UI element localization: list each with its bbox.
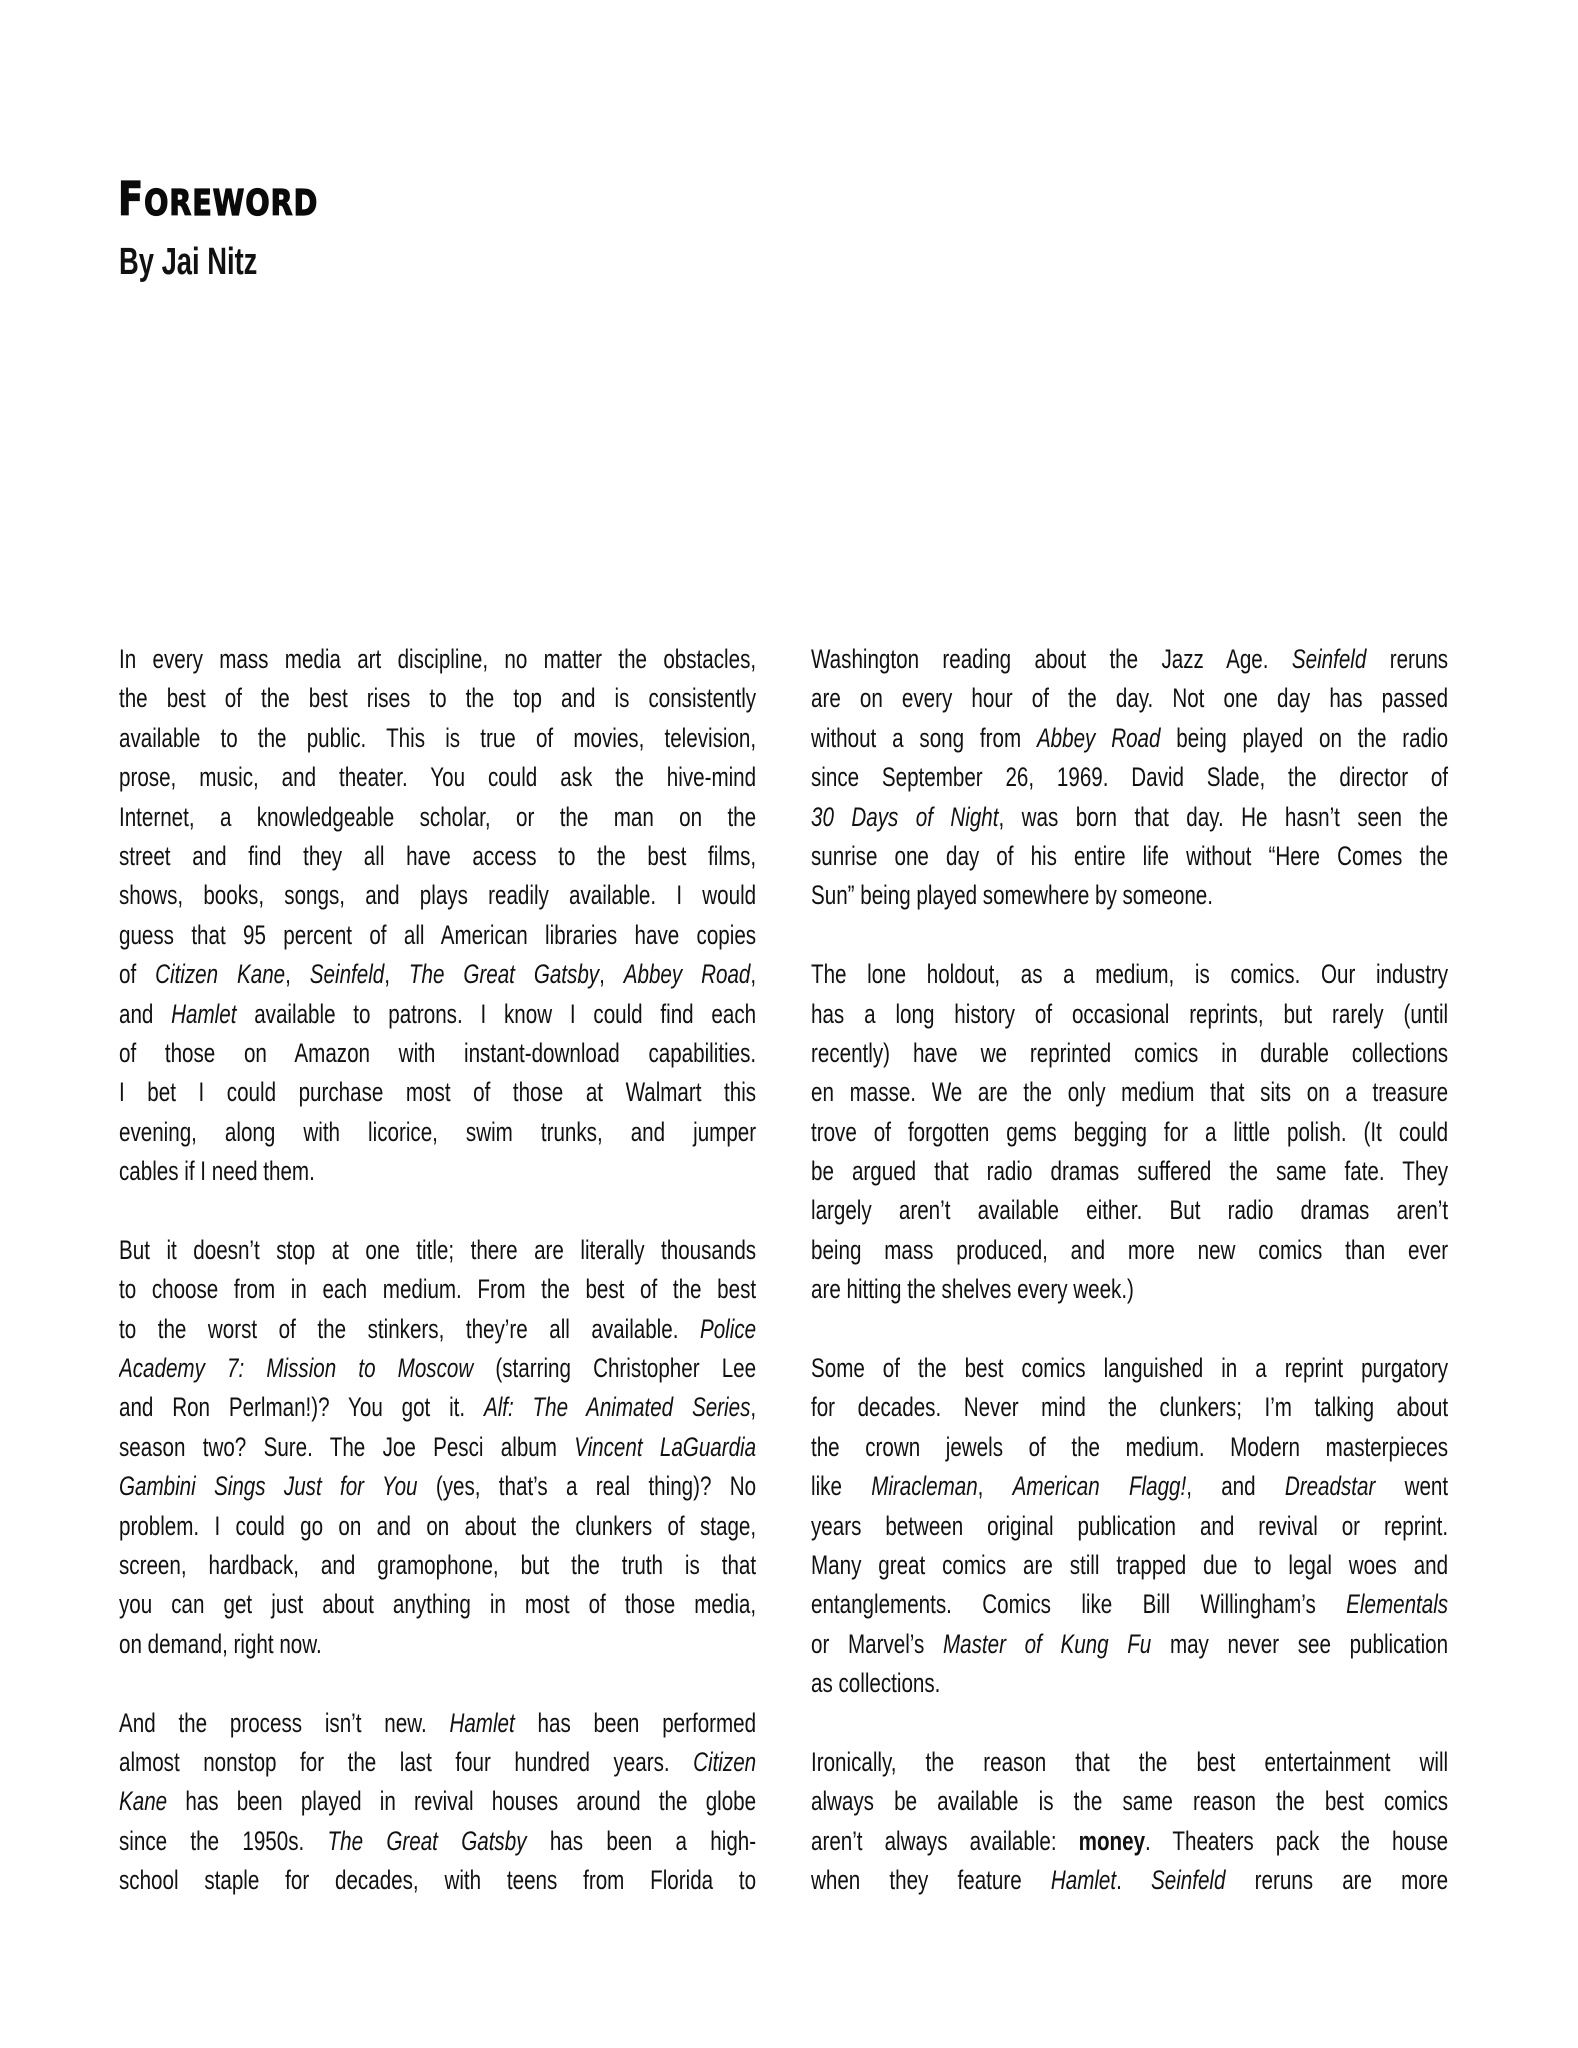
- body-paragraph: [811, 1349, 1448, 1704]
- text-line-content: [811, 1270, 1448, 1309]
- text-line: [119, 1388, 756, 1427]
- italic-title-text: Miracleman: [871, 1471, 978, 1502]
- text-line: [119, 837, 756, 876]
- text-line: [811, 1073, 1448, 1112]
- text-line-content: [811, 798, 1448, 837]
- text-segment: season two? Sure. The Joe Pesci album: [119, 1431, 575, 1462]
- text-segment: available to patrons. I know I could find each: [236, 998, 757, 1029]
- text-line-content: [811, 837, 1448, 876]
- text-segment: are on every hour of the day. Not one day has passed: [811, 683, 1449, 714]
- text-line-content: [811, 1428, 1448, 1467]
- text-line-content: [119, 1743, 756, 1782]
- text-line-content: [811, 719, 1448, 758]
- text-segment: (yes, that’s a real thing)? No: [417, 1471, 757, 1502]
- text-line-content: [119, 995, 756, 1034]
- text-segment: be argued that radio dramas suffered the same fate. They: [811, 1156, 1449, 1187]
- text-line: [811, 1664, 1448, 1703]
- page-title: [118, 174, 318, 229]
- text-line-content: [119, 1782, 756, 1821]
- text-segment: But it doesn’t stop at one title; there are literally thousands: [119, 1234, 757, 1265]
- text-segment: of: [119, 959, 156, 990]
- text-segment: almost nonstop for the last four hundred years.: [119, 1746, 694, 1777]
- text-line: [119, 1428, 756, 1467]
- text-segment: being mass produced, and more new comics than ever: [811, 1234, 1449, 1265]
- text-line: [811, 1349, 1448, 1388]
- text-line-content: [811, 1073, 1448, 1112]
- text-line-content: [119, 1625, 756, 1664]
- text-line: [119, 1822, 756, 1861]
- text-segment: on demand, right now.: [119, 1628, 322, 1659]
- text-segment: available to the public. This is true of movies, television,: [119, 722, 757, 753]
- text-segment: , and: [1186, 1471, 1285, 1502]
- text-line: [119, 798, 756, 837]
- italic-title-text: Seinfeld: [1151, 1865, 1226, 1896]
- page-title-initial: F: [118, 172, 144, 226]
- text-line: [811, 1428, 1448, 1467]
- text-line: [119, 758, 756, 797]
- text-segment: ,: [750, 959, 757, 990]
- text-line: [119, 1310, 756, 1349]
- text-line: [811, 679, 1448, 718]
- text-line-content: [119, 916, 756, 955]
- text-line-content: [119, 876, 756, 915]
- text-line-content: [811, 640, 1448, 679]
- text-line-content: [811, 995, 1448, 1034]
- text-line: [119, 1113, 756, 1152]
- text-line: [119, 640, 756, 679]
- text-line-content: [119, 1034, 756, 1073]
- text-segment: Many great comics are still trapped due to legal woes and: [811, 1549, 1449, 1580]
- text-segment: Some of the best comics languished in a reprint purgatory: [811, 1353, 1449, 1384]
- text-line-content: [119, 1704, 756, 1743]
- body-paragraph: [119, 1704, 756, 1901]
- text-line-content: [119, 1270, 756, 1309]
- text-segment: went: [1375, 1471, 1449, 1502]
- text-segment: as collections.: [811, 1668, 941, 1699]
- text-line-content: [119, 1467, 756, 1506]
- text-line: [811, 837, 1448, 876]
- text-segment: since the 1950s.: [119, 1825, 328, 1856]
- text-line: [811, 1034, 1448, 1073]
- italic-title-text: Hamlet: [1050, 1865, 1117, 1896]
- text-line-content: [811, 1034, 1448, 1073]
- text-line: [119, 1231, 756, 1270]
- text-line-content: [119, 798, 756, 837]
- text-line-content: [811, 1507, 1448, 1546]
- text-line: [811, 1782, 1448, 1821]
- text-segment: to the worst of the stinkers, they’re all available.: [119, 1313, 700, 1344]
- text-segment: trove of forgotten gems begging for a little polish. (It could: [811, 1116, 1449, 1147]
- text-segment: In every mass media art discipline, no matter the obstacles,: [119, 644, 757, 674]
- italic-title-text: Kane: [119, 1786, 168, 1817]
- text-segment: the best of the best rises to the top and is consistently: [119, 683, 757, 714]
- text-segment: aren’t always available:: [811, 1825, 1079, 1856]
- text-segment: (starring Christopher Lee: [473, 1353, 757, 1384]
- text-line-content: [811, 1113, 1448, 1152]
- italic-title-text: Abbey Road: [623, 959, 751, 990]
- text-line-content: [811, 1467, 1448, 1506]
- text-segment: Sun” being played somewhere by someone.: [811, 880, 1213, 911]
- text-line: [811, 798, 1448, 837]
- italic-title-text: Vincent LaGuardia: [574, 1431, 757, 1462]
- text-line-content: [119, 1585, 756, 1624]
- text-line-content: [119, 955, 756, 994]
- text-line-content: [119, 1861, 756, 1900]
- body-column-left: [119, 640, 756, 1901]
- text-line-content: [811, 1664, 1448, 1703]
- text-segment: years between original publication and revival or reprint.: [811, 1510, 1449, 1541]
- text-line-content: [811, 758, 1448, 797]
- text-segment: And the process isn’t new.: [119, 1707, 450, 1738]
- text-segment: reruns are more: [1225, 1865, 1449, 1896]
- text-segment: ,: [384, 959, 409, 990]
- text-segment: may never see publication: [1151, 1628, 1449, 1659]
- text-segment: , was born that day. He hasn’t seen the: [998, 801, 1449, 832]
- italic-title-text: Citizen Kane: [155, 959, 286, 990]
- text-segment: and: [119, 998, 172, 1029]
- text-line: [119, 1585, 756, 1624]
- body-paragraph: [811, 1743, 1448, 1901]
- text-line-content: [811, 1822, 1448, 1861]
- text-segment: . Theaters pack the house: [1145, 1825, 1449, 1856]
- text-line-content: [119, 1546, 756, 1585]
- text-line-content: [119, 837, 756, 876]
- text-segment: The lone holdout, as a medium, is comics. Our industry: [811, 959, 1449, 990]
- text-line-content: [811, 1388, 1448, 1427]
- text-segment: evening, along with licorice, swim trunks, and jumper: [119, 1116, 757, 1147]
- text-line-content: [811, 1191, 1448, 1230]
- text-segment: Ironically, the reason that the best entertainment will: [811, 1746, 1449, 1777]
- text-line: [119, 1743, 756, 1782]
- text-line-content: [811, 1743, 1448, 1782]
- body-paragraph: [119, 640, 756, 1191]
- text-line-content: [119, 1428, 756, 1467]
- body-paragraph: [119, 1231, 756, 1664]
- text-segment: Washington reading about the Jazz Age.: [811, 644, 1292, 674]
- text-line-content: [119, 719, 756, 758]
- text-segment: screen, hardback, and gramophone, but the truth is that: [119, 1549, 757, 1580]
- text-line: [119, 1467, 756, 1506]
- italic-title-text: Hamlet: [171, 998, 237, 1029]
- text-line: [119, 1861, 756, 1900]
- body-paragraph: [811, 640, 1448, 916]
- text-segment: reruns: [1366, 644, 1449, 674]
- text-segment: when they feature: [811, 1865, 1051, 1896]
- text-line-content: [811, 955, 1448, 994]
- text-line-content: [119, 758, 756, 797]
- text-segment: shows, books, songs, and plays readily available. I would: [119, 880, 757, 911]
- text-line: [119, 995, 756, 1034]
- text-line: [811, 876, 1448, 915]
- text-line: [811, 1270, 1448, 1309]
- text-segment: you can get just about anything in most of those media,: [119, 1589, 757, 1620]
- text-line-content: [119, 679, 756, 718]
- text-line: [119, 1625, 756, 1664]
- text-line: [811, 1743, 1448, 1782]
- text-line: [119, 1270, 756, 1309]
- text-line: [811, 719, 1448, 758]
- italic-title-text: The Great Gatsby: [408, 959, 600, 990]
- text-segment: has been performed: [514, 1707, 757, 1738]
- text-line-content: [119, 1349, 756, 1388]
- text-line: [811, 1625, 1448, 1664]
- text-line: [811, 1388, 1448, 1427]
- text-segment: like: [811, 1471, 872, 1502]
- text-segment: prose, music, and theater. You could ask the hive-mind: [119, 762, 757, 793]
- text-line-content: [811, 1231, 1448, 1270]
- text-line: [119, 1704, 756, 1743]
- text-line-content: [811, 1585, 1448, 1624]
- text-segment: the crown jewels of the medium. Modern masterpieces: [811, 1431, 1449, 1462]
- text-segment: ,: [750, 1392, 757, 1423]
- text-line: [119, 1546, 756, 1585]
- italic-title-text: Elementals: [1346, 1589, 1449, 1620]
- italic-title-text: Hamlet: [449, 1707, 515, 1738]
- text-line: [811, 758, 1448, 797]
- text-segment: entanglements. Comics like Bill Willingham’s: [811, 1589, 1347, 1620]
- text-segment: street and find they all have access to the best films,: [119, 840, 757, 871]
- italic-title-text: Police: [699, 1313, 757, 1344]
- text-line: [811, 1191, 1448, 1230]
- text-segment: since September 26, 1969. David Slade, the director of: [811, 762, 1449, 793]
- text-segment: recently) have we reprinted comics in durable collections: [811, 1037, 1449, 1068]
- text-line: [119, 1073, 756, 1112]
- text-segment: ,: [599, 959, 624, 990]
- text-line-content: [811, 1546, 1448, 1585]
- text-segment: has a long history of occasional reprints, but rarely (until: [811, 998, 1449, 1029]
- text-line: [811, 995, 1448, 1034]
- text-segment: Internet, a knowledgeable scholar, or the man on the: [119, 801, 757, 832]
- body-paragraph: [811, 955, 1448, 1310]
- text-line: [811, 1585, 1448, 1624]
- text-line: [119, 876, 756, 915]
- text-line-content: [119, 1310, 756, 1349]
- text-line: [811, 640, 1448, 679]
- text-line-content: [119, 1388, 756, 1427]
- italic-title-text: Abbey Road: [1036, 722, 1161, 753]
- text-line-content: [811, 1625, 1448, 1664]
- italic-title-text: Dreadstar: [1284, 1471, 1376, 1502]
- text-segment: of those on Amazon with instant-download capabilities.: [119, 1037, 757, 1068]
- italic-title-text: The Great Gatsby: [327, 1825, 527, 1856]
- text-line: [811, 1152, 1448, 1191]
- text-line: [119, 719, 756, 758]
- text-segment: .: [1116, 1865, 1152, 1896]
- text-segment: for decades. Never mind the clunkers; I’m talking about: [811, 1392, 1449, 1423]
- text-segment: cables if I need them.: [119, 1156, 315, 1187]
- text-line-content: [119, 1113, 756, 1152]
- text-line: [119, 1507, 756, 1546]
- text-line-content: [119, 1507, 756, 1546]
- text-line-content: [119, 1152, 756, 1191]
- text-line-content: [119, 1822, 756, 1861]
- text-line-content: [811, 1152, 1448, 1191]
- page-title-rest: OREWORD: [143, 183, 319, 224]
- text-line: [119, 1349, 756, 1388]
- italic-title-text: 30 Days of Night: [811, 801, 999, 832]
- italic-title-text: Academy 7: Mission to Moscow: [119, 1353, 474, 1384]
- text-line: [119, 955, 756, 994]
- text-line: [811, 1822, 1448, 1861]
- author-byline: By Jai Nitz: [119, 241, 258, 283]
- text-line-content: [119, 640, 756, 679]
- text-line: [119, 916, 756, 955]
- text-segment: and Ron Perlman!)? You got it.: [119, 1392, 484, 1423]
- text-segment: has been played in revival houses around the globe: [167, 1786, 757, 1817]
- text-line: [119, 1782, 756, 1821]
- text-line: [119, 1034, 756, 1073]
- italic-title-text: Alf: The Animated Series: [483, 1392, 751, 1423]
- text-segment: to choose from in each medium. From the best of the best: [119, 1274, 757, 1305]
- text-segment: has been a high-: [526, 1825, 757, 1856]
- text-line-content: [119, 1073, 756, 1112]
- text-segment: or Marvel’s: [811, 1628, 943, 1659]
- text-line: [811, 1546, 1448, 1585]
- text-line-content: [811, 1861, 1448, 1900]
- text-segment: always be available is the same reason the best comics: [811, 1786, 1449, 1817]
- text-segment: en masse. We are the only medium that sits on a treasure: [811, 1077, 1449, 1108]
- text-segment: problem. I could go on and on about the clunkers of stage,: [119, 1510, 757, 1541]
- text-line-content: [811, 1349, 1448, 1388]
- text-line-content: [811, 679, 1448, 718]
- italic-title-text: Seinfeld: [309, 959, 385, 990]
- text-line-content: [811, 876, 1448, 915]
- text-line: [119, 1152, 756, 1191]
- italic-title-text: Master of Kung Fu: [942, 1628, 1152, 1659]
- text-segment: without a song from: [811, 722, 1037, 753]
- italic-title-text: Seinfeld: [1291, 644, 1367, 674]
- text-line: [811, 1113, 1448, 1152]
- text-line-content: [811, 1782, 1448, 1821]
- text-line: [119, 679, 756, 718]
- text-segment: being played on the radio: [1160, 722, 1449, 753]
- text-segment: largely aren’t available either. But radio dramas aren’t: [811, 1195, 1449, 1226]
- text-segment: I bet I could purchase most of those at Walmart this: [119, 1077, 757, 1108]
- text-line: [811, 955, 1448, 994]
- bold-emphasis-text: money: [1078, 1825, 1146, 1856]
- text-segment: ,: [285, 959, 310, 990]
- text-segment: guess that 95 percent of all American libraries have copies: [119, 919, 757, 950]
- body-column-right: [811, 640, 1448, 1901]
- text-segment: ,: [977, 1471, 1013, 1502]
- text-line: [811, 1507, 1448, 1546]
- italic-title-text: Gambini Sings Just for You: [119, 1471, 418, 1502]
- italic-title-text: Citizen: [693, 1746, 757, 1777]
- text-line: [811, 1861, 1448, 1900]
- text-line: [811, 1231, 1448, 1270]
- text-line-content: [119, 1231, 756, 1270]
- text-segment: sunrise one day of his entire life without “Here Comes the: [811, 840, 1449, 871]
- italic-title-text: American Flagg!: [1012, 1471, 1187, 1502]
- text-segment: are hitting the shelves every week.): [811, 1274, 1134, 1305]
- text-segment: school staple for decades, with teens from Florida to: [119, 1865, 757, 1896]
- text-line: [811, 1467, 1448, 1506]
